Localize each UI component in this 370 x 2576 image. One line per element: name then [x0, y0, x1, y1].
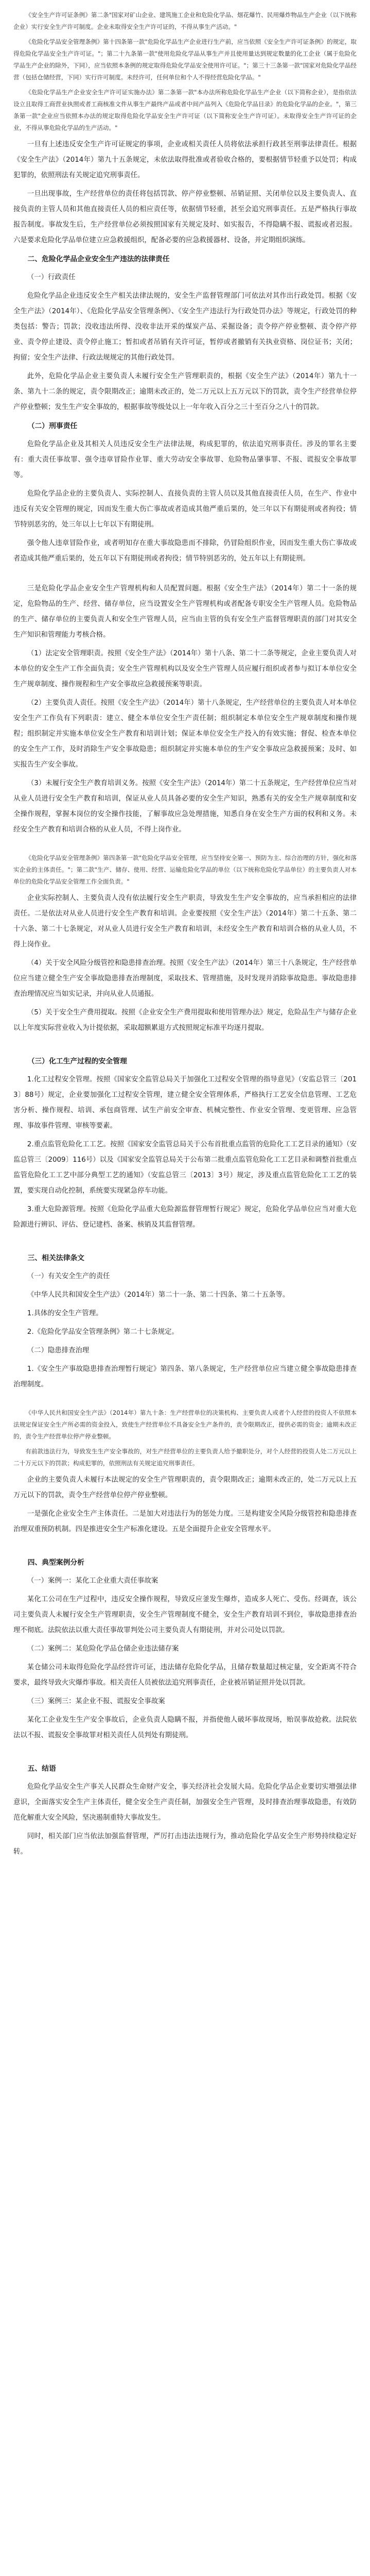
legal-citation: 《安全生产许可证条例》第二条"国家对矿山企业、建筑施工企业和危险化学品、烟花爆竹、民用爆炸物品生产企业（以下统称企业）实行安全生产许可制度。企业未取得安全生产许可证的，不得从事生产活动。": [13, 11, 357, 30]
body-paragraph: 一旦有上述违反安全生产许可证规定的事项，企业或相关责任人员将依法承担行政甚至刑事法律责任。根据《安全生产法》（2014年）第九十五条规定，未依法取得批准或者验收合格的，要根据情节轻重予以处罚；构成犯罪的，依照刑法有关规定追究刑事责任。: [13, 141, 357, 179]
section-separator: [13, 1747, 357, 1758]
body-paragraph: （4）关于安全风险分级管控和隐患排查治理。按照《安全生产法》（2014年）第三十八条规定，生产经营单位应当建立健全生产安全事故隐患排查治理制度，采取技术、管理措施，及时发现并消除事故隐患。事故隐患排查治理情况应当如实记录，并向从业人员通报。: [13, 959, 357, 998]
section-separator: [13, 570, 357, 581]
body-paragraph: 1.具体的安全生产管理。: [27, 1310, 103, 1317]
body-paragraph: 某化工企业发生生产安全事故后，企业负责人隐瞒不报，并指使他人破坏事故现场，贻误事故抢救。法院依法以不报、谎报安全事故罪对相关责任人员判处有期徒刑。: [13, 1716, 357, 1739]
section-separator: [13, 1236, 357, 1247]
body-paragraph: （一）案例一：某化工企业重大责任事故案: [27, 1577, 158, 1585]
section-heading: 二、危险化学品企业安全生产违法的法律责任: [27, 255, 170, 263]
legal-citation: 《危险化学品安全管理条例》第十四条第一款"危险化学品生产企业进行生产前，应当依照《安全生产许可证条例》的规定，取得危险化学品安全生产许可证。"；第二十九条第一款"使用危险化学品从事生产并且使用量达到规定数量的化工企业（属于危险化学品生产企业的除外，下同），应当依照本条例的规定取得危险化学品安全使用许可证。"；第三十三条第一款"国家对危险化学品经营（包括仓储经营，下同）实行许可制度。未经许可，任何单位和个人不得经营危险化学品。": [13, 38, 357, 81]
body-paragraph: 危险化学品企业及其相关人员违反安全生产法律法规，构成犯罪的，依法追究刑事责任。涉及的罪名主要有：重大责任事故罪、强令违章冒险作业罪、重大劳动安全事故罪、危险物品肇事罪、不报、谎报安全事故罪等。: [13, 440, 357, 479]
body-paragraph: （一）行政责任: [27, 274, 76, 281]
legal-citation: 《危险化学品生产企业安全生产许可证实施办法》第二条第一款"本办法所称危险化学品生产企业（以下简称企业），是指依法设立且取得工商营业执照或者工商核准文件从事生产最终产品或者中间产品列入《危险化学品目录》的危险化学品的企业。"，第三条第一款"企业应当依照本办法的规定取得危险化学品安全生产许可证（以下简称安全生产许可证）。未取得安全生产许可证的企业，不得从事危险化学品的生产活动。": [13, 89, 357, 131]
document-body: [13, 9, 357, 1860]
section-separator: [13, 1039, 357, 1050]
legal-citation: 《危险化学品安全管理条例》第四条第一款"危险化学品安全管理，应当坚持安全第一、预防为主、综合治理的方针，强化和落实企业的主体责任。"；第二款"生产、储存、使用、经营、运输危险化学品的单位（以下统称危险化学品单位）的主要负责人对本单位的危险化学品安全管理工作全面负责。": [13, 854, 357, 885]
body-paragraph: （三）案例三：某企业不报、谎报安全事故案: [27, 1698, 165, 1705]
section-heading: 四、典型案例分析: [27, 1558, 84, 1567]
legal-citation: 有前款违法行为，导致发生生产安全事故的，对生产经营单位的主要负责人给予撤职处分，对个人经营的投资人处二万元以上二十万元以下的罚款；构成犯罪的，依照刑法有关规定追究刑事责任。: [13, 1448, 357, 1467]
body-paragraph: 一是强化企业安全生产主体责任。二是加大对违法行为的惩处力度。三是构建安全风险分级管控和隐患排查治理双重预防机制。四是推进安全生产标准化建设。五是全面提升企业安全管理水平。: [13, 1510, 357, 1533]
body-paragraph: （二）隐患排查治理: [27, 1347, 90, 1354]
body-paragraph: 1.《安全生产事故隐患排查治理暂行规定》第四条、第八条规定，生产经营单位应当建立健全事故隐患排查治理制度。: [13, 1365, 357, 1388]
body-paragraph: 此外，危险化学品企业主要负责人未履行安全生产管理职责的，根据《安全生产法》（2014年）第九十一条、第九十二条的规定，责令限期改正；逾期未改正的，处二万元以上五万元以下的罚款，责令生产经营单位停产停业整顿；发生生产安全事故的，根据事故等级处以上一年年收入百分之三十至百分之八十的罚款。: [13, 372, 357, 411]
section-separator: [13, 1396, 357, 1407]
section-heading: 三、相关法律条文: [27, 1254, 84, 1262]
body-paragraph: 1.化工过程安全管理。按照《国家安全监管总局关于加强化工过程安全管理的指导意见》（安监总管三〔2013〕88号）规定，企业要加强化工过程安全管理，建立健全安全管理体系，严格执行工艺安全信息管理、工艺危害分析、操作规程、培训、承包商管理、试生产前安全审查、机械完整性、作业安全管理、变更管理、应急管理、事故事件管理、审核等要素。: [13, 1076, 357, 1130]
section-heading: 五、结语: [27, 1765, 56, 1773]
body-paragraph: 2.《危险化学品安全管理条例》第二十七条规定。: [27, 1328, 179, 1336]
body-paragraph: 《中华人民共和国安全生产法》（2014年）第二十一条、第二十四条、第二十五条等。: [27, 1291, 290, 1299]
body-paragraph: 3.重大危险源管理。按照《危险化学品重大危险源监督管理暂行规定》规定，危险化学品单位应当对重大危险源进行辨识、评估、登记建档、备案、核销及其监督管理。: [13, 1206, 357, 1229]
section-separator: [13, 841, 357, 852]
body-paragraph: 某化工公司在生产过程中，违反安全操作规程，导致反应釜发生爆炸，造成多人死亡、受伤。经调查，该公司主要负责人未履行安全生产管理职责，安全生产管理制度不健全，安全生产教育培训不到位，事故隐患排查治理不彻底。法院依法以重大责任事故罪判处公司主要负责人有期徒刑，并对公司处以罚款。: [13, 1596, 357, 1634]
body-paragraph: （3）未履行安全生产教育培训义务。按照《安全生产法》（2014年）第二十五条规定，生产经营单位应当对从业人员进行安全生产教育和培训，保证从业人员具备必要的安全生产知识，熟悉有关的安全生产规章制度和安全操作规程，掌握本岗位的安全操作技能，了解事故应急处理措施，知悉自身在安全生产方面的权利和义务。未经安全生产教育和培训合格的从业人员，不得上岗作业。: [13, 779, 357, 834]
body-paragraph: （1）法定安全管理职责。按照《安全生产法》（2014年）第十八条、第二十二条等规定，企业主要负责人对本单位的安全生产工作全面负责；安全生产管理机构以及安全生产管理人员应履行组织或者参与拟订本单位安全生产规章制度、操作规程和生产安全事故应急救援预案等职责。: [13, 650, 357, 688]
body-paragraph: 三是危险化学品企业安全生产管理机构和人员配置问题。根据《安全生产法》（2014年）第二十一条的规定，危险物品的生产、经营、储存单位，应当设置安全生产管理机构或者配备专职安全生产管理人员。危险物品的生产、储存单位的主要负责人和安全生产管理人员，应当由主管的负有安全生产监督管理职责的部门对其安全生产知识和管理能力考核合格。: [13, 585, 357, 639]
body-paragraph: 危险化学品企业违反安全生产相关法律法规的，安全生产监督管理部门可依法对其作出行政处罚。根据《安全生产法》（2014年）、《危险化学品安全管理条例》、《安全生产违法行为行政处罚办法》等规定，行政处罚的种类包括：警告；罚款；没收违法所得、没收非法开采的煤炭产品、采掘设备；责令停产停业整顿、责令停产停业、责令停止建设、责令停止施工；暂扣或者吊销有关许可证，暂停或者撤销有关执业资格、岗位证书；关闭；拘留；安全生产法律、行政法规规定的其他行政处罚。: [13, 292, 357, 362]
body-paragraph: 企业的主要负责人未履行本法规定的安全生产管理职责的，责令限期改正；逾期未改正的，处二万元以上五万元以下的罚款，责令生产经营单位停产停业整顿。: [13, 1476, 357, 1499]
body-paragraph: 同时，相关部门应当依法加强监督管理，严厉打击违法违规行为，推动危险化学品安全生产形势持续稳定好转。: [13, 1833, 357, 1856]
body-paragraph: 一旦出现事故，生产经营单位的责任将包括罚款、停产停业整顿、吊销证照、关闭单位以及主要负责人、直接负责的主管人员和其他直接责任人员的相应责任等，依据情节轻重，甚至会追究刑事责任。五是严格执行事故报告制度。事故发生后，生产经营单位必须按照国家有关规定及时、如实报告，不得隐瞒不报、谎报或者迟报。六是要求危险化学品单位建立应急救援组织，配备必要的应急救援器材、设备，并定期组织演练。: [13, 190, 357, 244]
body-paragraph: 企业实际控制人、主要负责人没有依法履行安全生产职责，导致发生生产安全事故的，应当承担相应的法律责任。二是依法对从业人员进行安全生产教育和培训。企业要按照《安全生产法》（2014年）第二十五条、第二十六条、第二十七条规定，对从业人员进行安全生产教育和培训，未经安全生产教育和培训合格的从业人员，不得上岗作业。: [13, 894, 357, 948]
section-heading: （二）刑事责任: [27, 422, 78, 430]
body-paragraph: （2）主要负责人责任。按照《安全生产法》（2014年）第十八条规定，生产经营单位的主要负责人对本单位安全生产工作负有下列职责：建立、健全本单位安全生产责任制；组织制定本单位安全生产规章制度和操作规程；组织制定并实施本单位安全生产教育和培训计划；保证本单位安全生产投入的有效实施；督促、检查本单位的安全生产工作，及时消除生产安全事故隐患；组织制定并实施本单位的生产安全事故应急救援预案；及时、如实报告生产安全事故。: [13, 699, 357, 769]
body-paragraph: 2.重点监管危险化工工艺。按照《国家安全监管总局关于公布首批重点监管的危险化工工艺目录的通知》（安监总管三〔2009〕116号）以及《国家安全监管总局关于公布第二批重点监管危险化工工艺目录和调整首批重点监管危险化工工艺中部分典型工艺的通知》（安监总管三〔2013〕3号）规定，涉及重点监管危险化工工艺的装置，要实现自动化控制，系统要实现紧急停车功能。: [13, 1141, 357, 1195]
body-paragraph: 危险化学品企业的主要负责人、实际控制人、直接负责的主管人员以及其他直接责任人员，在生产、作业中违反有关安全管理的规定，因而发生重大伤亡事故或者造成其他严重后果的，处三年以下有期徒刑或者拘役；情节特别恶劣的，处三年以上七年以下有期徒刑。: [13, 490, 357, 529]
body-paragraph: 危险化学品安全生产事关人民群众生命财产安全，事关经济社会发展大局。危险化学品企业要切实增强法律意识，全面落实安全生产主体责任，健全安全生产责任制，加强安全生产管理，及时排查治理事故隐患，有效防范化解重大安全风险，坚决遏制重特大事故发生。: [13, 1783, 357, 1822]
body-paragraph: （二）案例二：某危险化学品仓储企业违法储存案: [27, 1645, 179, 1653]
section-heading: （三）化工生产过程的安全管理: [27, 1057, 127, 1065]
body-paragraph: （5）关于安全生产费用提取。按照《企业安全生产费用提取和使用管理办法》规定，危险品生产与储存企业以上年度实际营业收入为计提依据，采取超额累退方式按照规定标准平均逐月提取。: [13, 1009, 357, 1032]
body-paragraph: 强令他人违章冒险作业，或者明知存在重大事故隐患而不排除，仍冒险组织作业，因而发生重大伤亡事故或者造成其他严重后果的，处五年以下有期徒刑或者拘役；情节特别恶劣的，处五年以上有期徒刑。: [13, 539, 357, 563]
section-separator: [13, 1540, 357, 1552]
legal-citation: 《中华人民共和国安全生产法》（2014年）第九十条：生产经营单位的决策机构、主要负责人或者个人经营的投资人不依照本法规定保证安全生产所必需的资金投入，致使生产经营单位不具备安全生产条件的，责令限期改正，提供必需的资金；逾期未改正的，责令生产经营单位停产停业整顿。: [13, 1409, 357, 1440]
body-paragraph: 某仓储公司未取得危险化学品经营许可证，违法储存危险化学品，且储存数量超过核定量，安全距离不符合要求，最终导致火灾爆炸事故。相关责任人员被依法追究刑事责任，企业被吊销证照并处以罚款。: [13, 1664, 357, 1687]
body-paragraph: （一）有关安全生产的责任: [27, 1273, 110, 1280]
